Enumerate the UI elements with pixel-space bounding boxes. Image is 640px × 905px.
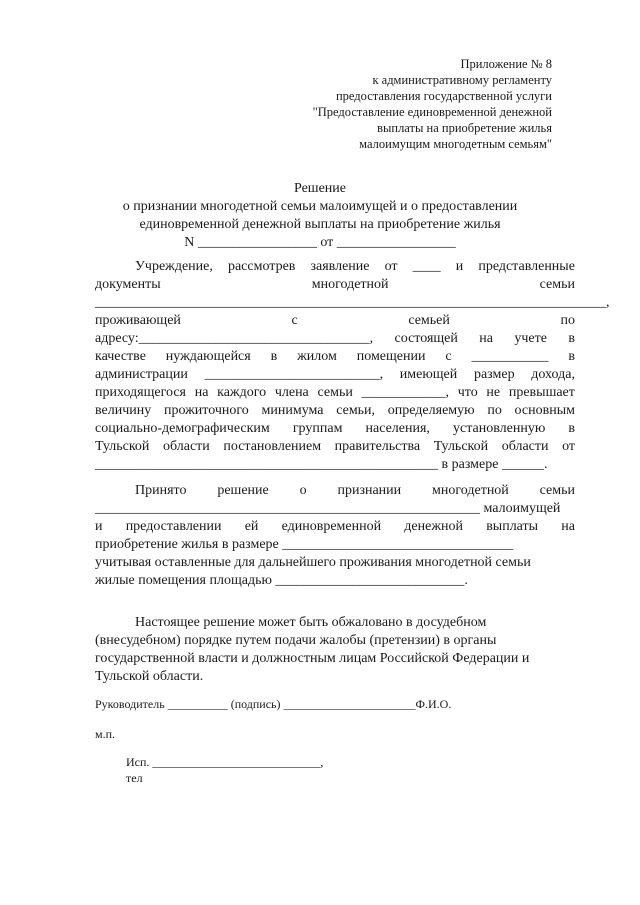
appendix-line: к административному регламенту xyxy=(372,73,552,87)
para2-line: жилые помещения площадью ___________________________. xyxy=(95,573,468,588)
stamp-place: м.п. xyxy=(95,727,116,741)
para1-blank-line: _________________________________________________________________________, xyxy=(95,295,610,310)
document-subtitle: о признании многодетной семьи малоимущей и о предоставлении xyxy=(122,199,518,214)
para1-line: Тульской области постановлением правительства Тульской области от xyxy=(95,439,575,454)
para1-line: администрации _________________________, имеющей размер дохода, xyxy=(95,367,575,382)
appendix-line: предоставления государственной услуги xyxy=(335,89,552,103)
para2-line: приобретение жилья в размере _________________________________ xyxy=(95,537,514,552)
para1-line: Учреждение, рассмотрев заявление от ____ и представленные xyxy=(135,259,575,274)
para1-line: качестве нуждающейся в жилом помещении с ___________ в xyxy=(95,349,575,364)
document-subtitle: единовременной денежной выплаты на приобретение жилья xyxy=(139,217,501,232)
appendix-line: выплаты на приобретение жилья xyxy=(377,121,552,135)
para2-line: Принято решение о признании многодетной семьи xyxy=(135,483,575,498)
appendix-number: Приложение № 8 xyxy=(460,57,552,71)
para1-last-line: _________________________________________________ в размере ______. xyxy=(95,457,548,472)
para1-line: адресу:_________________________________, состоящей на учете в xyxy=(95,331,575,346)
appendix-line: малоимущим многодетным семьям" xyxy=(359,137,552,151)
para3-line: (внесудебном) порядке путем подачи жалобы (претензии) в органы xyxy=(95,633,497,648)
para3-line: государственной власти и должностным лицам Российской Федерации и xyxy=(95,651,530,666)
para2-line: и предоставлении ей единовременной денежной выплаты на xyxy=(95,519,575,534)
para1-line: проживающей с семьей по xyxy=(95,313,575,328)
para2-line: учитывая оставленные для дальнейшего проживания многодетной семьи xyxy=(95,555,531,570)
para3-line: Настоящее решение может быть обжаловано в досудебном xyxy=(135,615,487,630)
document-heading: Решение xyxy=(293,181,346,196)
para1-line: приходящегося на каждого члена семьи ____________, что не превышает xyxy=(95,385,575,400)
signature-line: Руководитель __________ (подпись) ______________________Ф.И.О. xyxy=(95,697,452,711)
document-number-line: N _________________ от _________________ xyxy=(184,235,456,250)
para1-line: социально-демографическим группам населения, установленную в xyxy=(95,421,575,436)
para3-line: Тульской области. xyxy=(95,669,204,684)
para1-line: величину прожиточного минимума семьи, определяемую по основным xyxy=(95,403,575,418)
executor-line: Исп. ____________________________, xyxy=(126,755,324,769)
para1-line: документы многодетной семьи xyxy=(95,277,575,292)
phone-line: тел xyxy=(126,771,143,785)
appendix-line: "Предоставление единовременной денежной xyxy=(312,105,552,119)
para2-line: _______________________________________________________ малоимущей xyxy=(95,501,561,516)
